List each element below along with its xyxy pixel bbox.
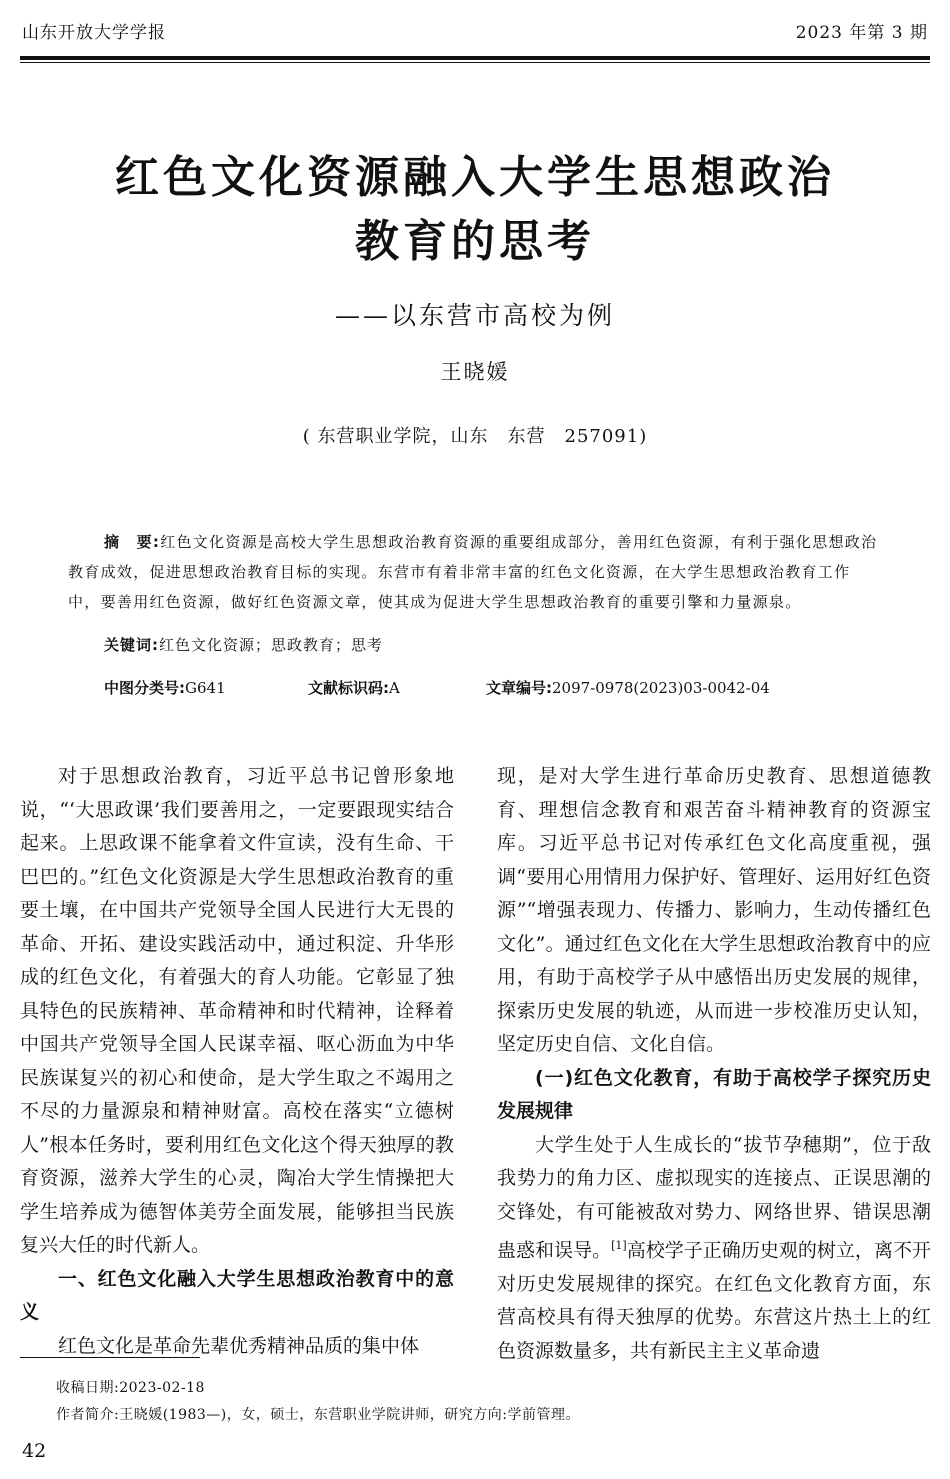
body-paragraph <box>497 1129 931 1369</box>
doc-label: 文献标识码: <box>308 679 389 697</box>
left-column <box>20 760 454 1363</box>
article-label: 文章编号: <box>486 679 552 697</box>
subtitle: ——以东营市高校为例 <box>334 301 615 330</box>
subsection-heading-1: (一)红色文化教育，有助于高校学子探究历史发展规律 <box>497 1066 931 1122</box>
doc-code <box>308 677 400 698</box>
clc-label: 中图分类号: <box>104 679 185 697</box>
citation-ref[interactable]: [1] <box>611 1239 627 1252</box>
section-heading-1: 一、红色文化融入大学生思想政治教育中的意义 <box>20 1267 454 1323</box>
page-number: 42 <box>22 1440 47 1462</box>
header-rule-thin <box>20 62 930 63</box>
body-paragraph: 对于思想政治教育，习近平总书记曾形象地说，“‘大思政课’我们要善用之，一定要跟现实结合起来。上思政课不能拿着文件宣读，没有生命、干巴巴的。”红色文化资源是大学生思想政治教育的重要土壤，在中国共产党领导全国人民进行大无畏的革命、开拓、建设实践活动中，通过积淀、升华形成的红色文化，有着强大的育人功能。它彰显了独具特色的民族精神、革命精神和时代精神，诠释着中国共产党领导全国人民谋幸福、呕心沥血为中华民族谋复兴的初心和使命，是大学生取之不竭用之不尽的力量源泉和精神财富。高校在落实“立德树人”根本任务时，要利用红色文化这个得天独厚的教育资源，滋养大学生的心灵，陶冶大学生情操把大学生培养成为德智体美劳全面发展，能够担当民族复兴大任的时代新人。 <box>20 765 454 1256</box>
article-number <box>486 677 770 698</box>
keywords-label: 关键词: <box>104 636 159 654</box>
keywords <box>104 634 383 655</box>
header-rule-thick <box>20 56 930 60</box>
author: 王晓媛 <box>440 360 510 384</box>
title-line-1: 红色文化资源融入大学生思想政治 <box>115 152 835 203</box>
author-bio: 作者简介:王晓媛(1983—)，女，硕士，东营职业学院讲师，研究方向:学前管理。 <box>56 1407 580 1423</box>
abstract-text: 红色文化资源是高校大学生思想政治教育资源的重要组成部分，善用红色资源，有利于强化思想政治教育成效，促进思想政治教育目标的实现。东营市有着非常丰富的红色文化资源，在大学生思想政治教育工作中，要善用红色资源，做好红色资源文章，使其成为促进大学生思想政治教育的重要引擎和力量源泉。 <box>68 533 878 611</box>
keywords-text: 红色文化资源；思政教育；思考 <box>159 636 384 654</box>
footnote-rule <box>20 1357 200 1358</box>
body-paragraph: 现，是对大学生进行革命历史教育、思想道德教育、理想信念教育和艰苦奋斗精神教育的资源宝库。习近平总书记对传承红色文化高度重视，强调“要用心用情用力保护好、管理好、运用好红色资源”“增强表现力、传播力、影响力，生动传播红色文化”。通过红色文化在大学生思想政治教育中的应用，有助于高校学子从中感悟出历史发展的规律，探索历史发展的轨迹，从而进一步校准历史认知，坚定历史自信、文化自信。 <box>497 765 931 1055</box>
affiliation: ( 东营职业学院，山东 东营 257091) <box>302 426 648 447</box>
body-text: 高校学子正确历史观的树立，离不开对历史发展规律的探究。在红色文化教育方面，东营高校具有得天独厚的优势。东营这片热土上的红色资源数量多，共有新民主主义革命遗 <box>497 1239 931 1362</box>
issue-label: 2023 年第 3 期 <box>795 23 928 43</box>
article-value: 2097-0978(2023)03-0042-04 <box>552 679 770 697</box>
title-line-2: 教育的思考 <box>355 216 595 267</box>
abstract-label: 摘 要: <box>104 533 161 551</box>
body-paragraph: 红色文化是革命先辈优秀精神品质的集中体 <box>58 1334 420 1357</box>
journal-name: 山东开放大学学报 <box>22 23 166 43</box>
doc-value: A <box>389 679 400 697</box>
clc-number <box>104 677 226 698</box>
clc-value: G641 <box>185 679 226 697</box>
body-text: 大学生处于人生成长的“拔节孕穗期”，位于敌我势力的角力区、虚拟现实的连接点、正误思潮的交锋处，有可能被敌对势力、网络世界、错误思潮蛊惑和误导。 <box>497 1133 931 1262</box>
abstract <box>68 527 880 617</box>
received-date: 收稿日期:2023-02-18 <box>56 1380 205 1396</box>
right-column <box>497 760 931 1368</box>
